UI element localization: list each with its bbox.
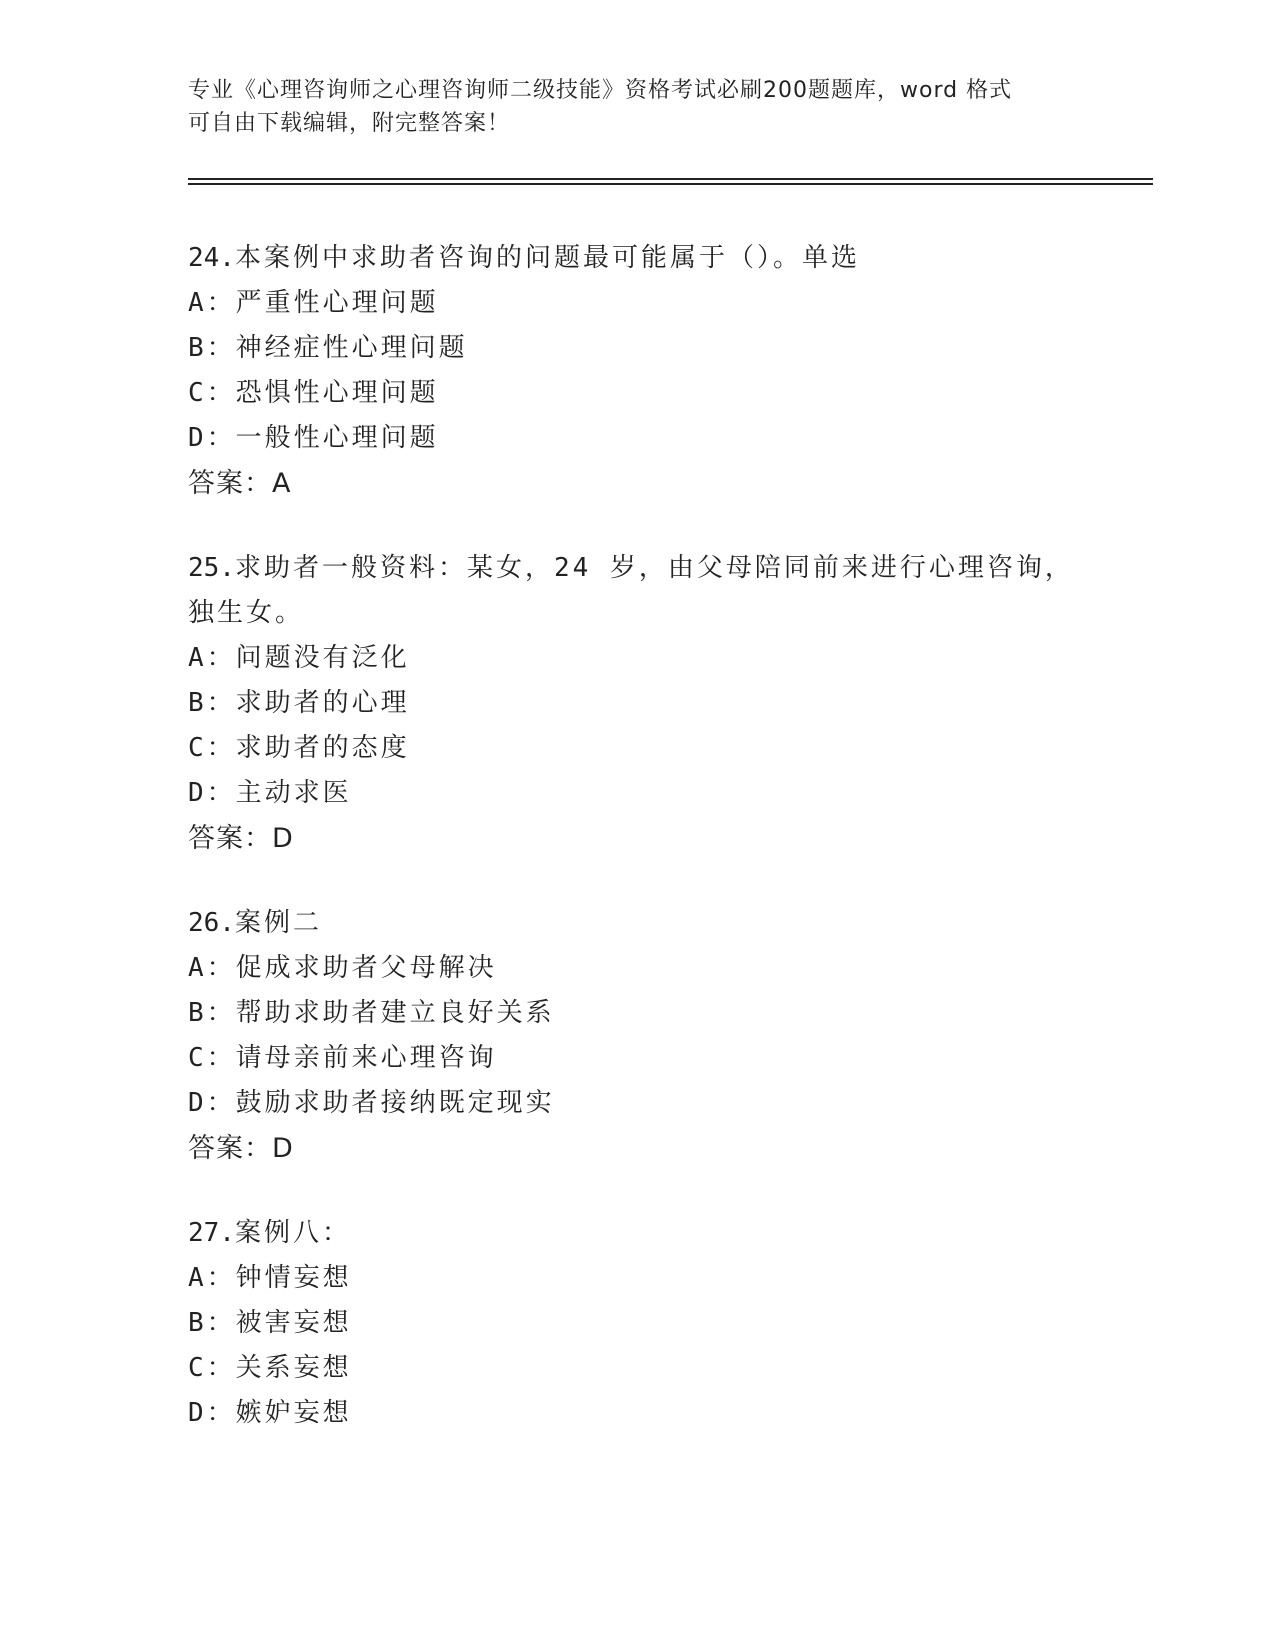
question-body: 案例八： [234,1218,351,1248]
answer: 答案：A [188,468,292,499]
question-text [188,901,1088,946]
question-body: 本案例中求助者咨询的问题最可能属于（）。单选 [234,243,860,273]
header-divider-top [188,178,1153,180]
question-number: 25. [188,553,235,583]
option-c: C：关系妄想 [188,1353,352,1383]
option-a: A：问题没有泛化 [188,643,410,673]
option-b: B：帮助求助者建立良好关系 [188,998,555,1028]
answer: 答案：D [188,1133,294,1164]
option-b: B：被害妄想 [188,1308,352,1338]
question-text [188,1211,1088,1256]
header-line-2: 可自由下载编辑，附完整答案！ [188,111,511,136]
option-d: D：嫉妒妄想 [188,1398,352,1428]
option-d: D：一般性心理问题 [188,423,439,453]
question-number: 24. [188,243,235,273]
question-27 [188,1211,1088,1436]
answer: 答案：D [188,823,294,854]
option-d: D：鼓励求助者接纳既定现实 [188,1088,555,1118]
question-body: 求助者一般资料：某女，24 岁，由父母陪同前来进行心理咨询，独生女。 [188,553,1074,628]
question-text [188,546,1088,636]
option-c: C：恐惧性心理问题 [188,378,439,408]
option-a: A：促成求助者父母解决 [188,953,497,983]
question-number: 27. [188,1218,235,1248]
header-divider-bottom [188,183,1153,185]
question-26 [188,901,1088,1171]
option-d: D：主动求医 [188,778,352,808]
document-header [188,74,1088,140]
question-body: 案例二 [234,908,322,938]
option-b: B：求助者的心理 [188,688,410,718]
option-a: A：钟情妄想 [188,1263,352,1293]
question-24 [188,236,1088,506]
option-b: B：神经症性心理问题 [188,333,468,363]
header-line-1: 专业《心理咨询师之心理咨询师二级技能》资格考试必刷200题题库，word 格式 [188,78,1013,103]
option-c: C：求助者的态度 [188,733,410,763]
question-list [188,236,1088,1476]
question-25 [188,546,1088,861]
option-c: C：请母亲前来心理咨询 [188,1043,497,1073]
question-text [188,236,1088,281]
option-a: A：严重性心理问题 [188,288,439,318]
question-number: 26. [188,908,235,938]
